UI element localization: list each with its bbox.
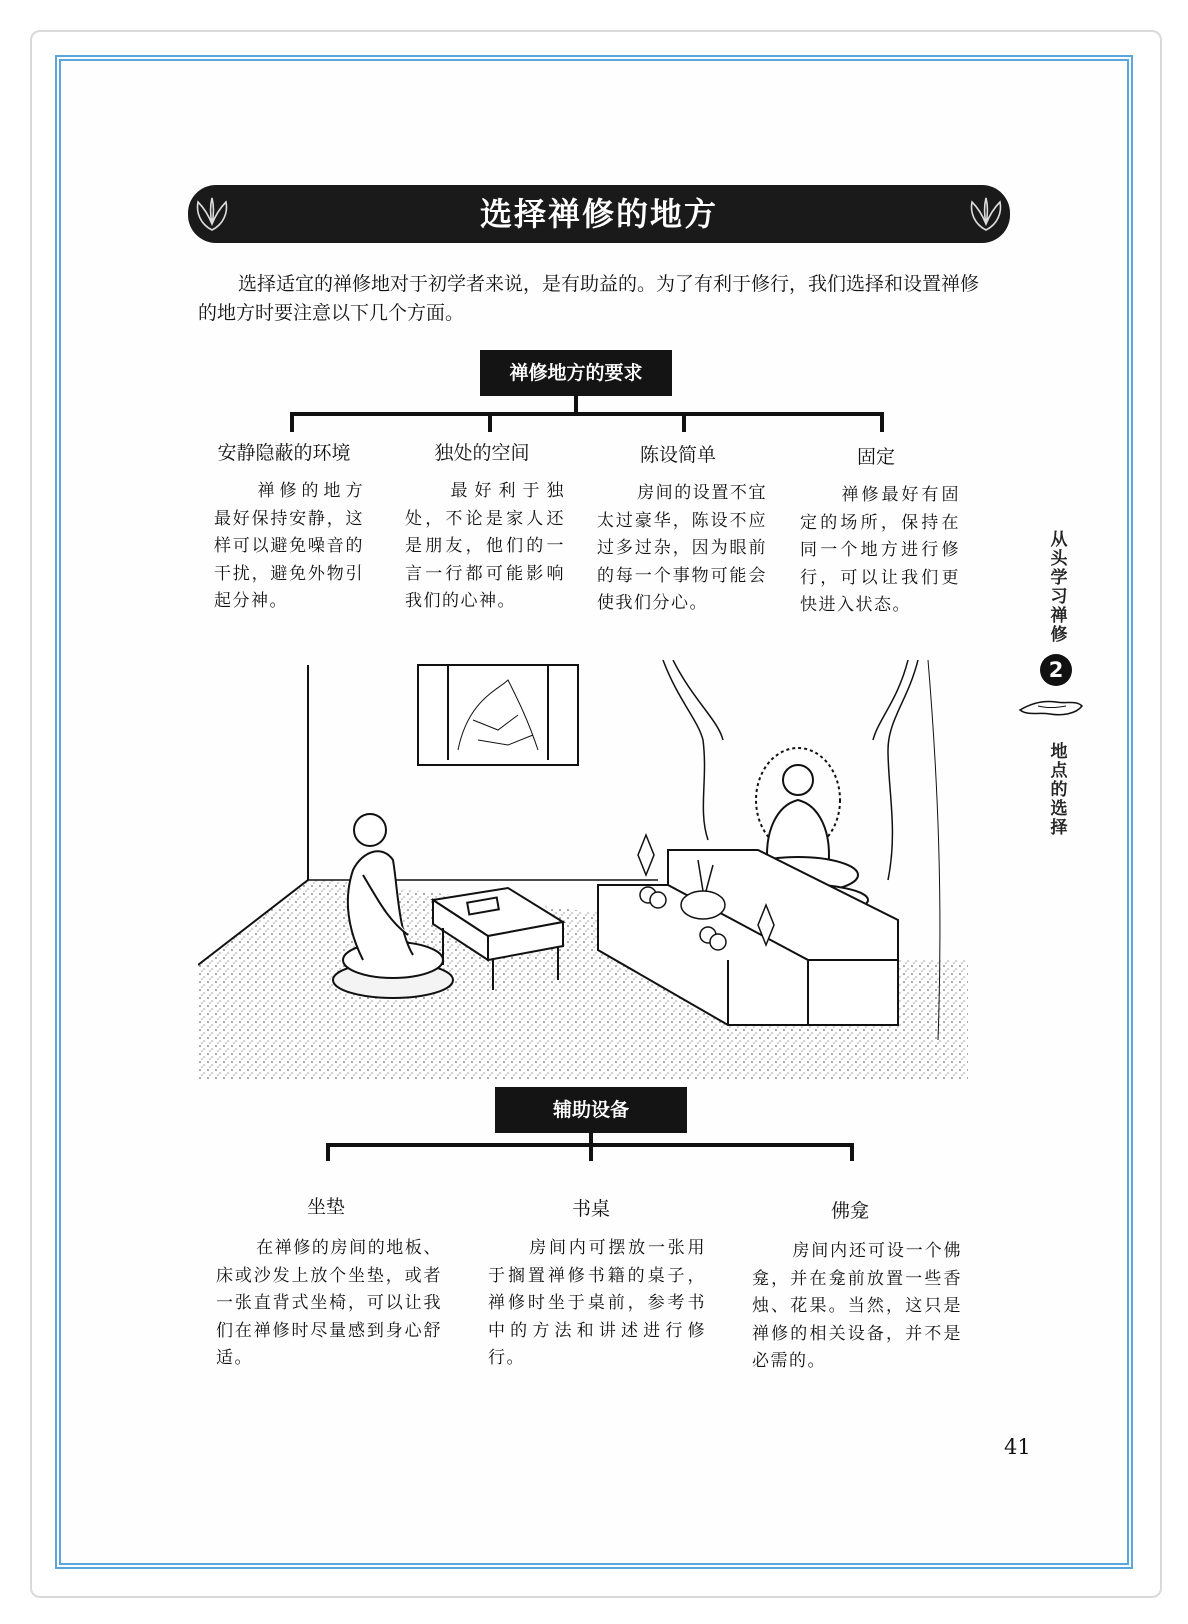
requirement-title: 安静隐蔽的环境 bbox=[217, 442, 351, 464]
aid-title: 书桌 bbox=[571, 1198, 610, 1220]
aids-heading: 辅助设备 bbox=[495, 1087, 687, 1133]
aid-text: 房间内还可设一个佛龛，并在龛前放置一些香烛、花果。当然，这只是禅修的相关设备，并不是必需的。 bbox=[752, 1241, 962, 1371]
aid-title: 佛龛 bbox=[830, 1200, 869, 1222]
tree-drop bbox=[589, 1143, 593, 1161]
tree-drop bbox=[850, 1143, 854, 1161]
aid-text: 在禅修的房间的地板、床或沙发上放个坐垫，或者一张直背式坐椅，可以让我们在禅修时尽量感到身心舒适。 bbox=[216, 1238, 442, 1368]
requirement-text: 最好利于独处，不论是家人还是朋友，他们的一言一行都可能影响我们的心神。 bbox=[405, 481, 565, 611]
intro-paragraph: 选择适宜的禅修地对于初学者来说，是有助益的。为了有利于修行，我们选择和设置禅修的地方时要注意以下几个方面。 bbox=[198, 273, 980, 324]
requirement-text: 禅修最好有固定的场所，保持在同一个地方进行修行，可以让我们更快进入状态。 bbox=[800, 485, 960, 615]
tree-drop bbox=[880, 412, 884, 432]
chapter-number-badge: 2 bbox=[1040, 654, 1072, 686]
page-title: 选择禅修的地方 bbox=[479, 195, 718, 233]
title-banner bbox=[188, 185, 1010, 243]
hand-icon bbox=[1016, 690, 1086, 722]
tree-branch-bar bbox=[290, 412, 884, 416]
chapter-side-tab bbox=[1036, 530, 1076, 837]
meditation-room-illustration bbox=[198, 660, 968, 1080]
lotus-right-icon bbox=[966, 194, 1006, 234]
window bbox=[418, 665, 578, 765]
requirement-title: 固定 bbox=[856, 446, 895, 468]
requirement-title: 陈设简单 bbox=[639, 444, 716, 466]
requirement-title: 独处的空间 bbox=[434, 442, 530, 464]
tree-drop bbox=[290, 412, 294, 432]
tree-drop bbox=[488, 412, 492, 432]
tree-drop bbox=[682, 412, 686, 432]
book-title-vertical: 从头学习禅修 bbox=[1046, 530, 1067, 644]
requirement-text: 房间的设置不宜太过豪华，陈设不应过多过杂，因为眼前的每一个事物可能会使我们分心。 bbox=[597, 483, 767, 613]
lotus-left-icon bbox=[192, 194, 232, 234]
requirements-heading: 禅修地方的要求 bbox=[480, 350, 672, 396]
section-title-vertical: 地点的选择 bbox=[1046, 742, 1067, 837]
aid-text: 房间内可摆放一张用于搁置禅修书籍的桌子，禅修时坐于桌前，参考书中的方法和讲述进行修行。 bbox=[488, 1238, 706, 1368]
requirement-text: 禅修的地方最好保持安静，这样可以避免噪音的干扰，避免外物引起分神。 bbox=[214, 481, 364, 611]
aid-title: 坐垫 bbox=[306, 1196, 345, 1218]
tree-drop bbox=[326, 1143, 330, 1161]
page-number: 41 bbox=[1004, 1435, 1031, 1459]
